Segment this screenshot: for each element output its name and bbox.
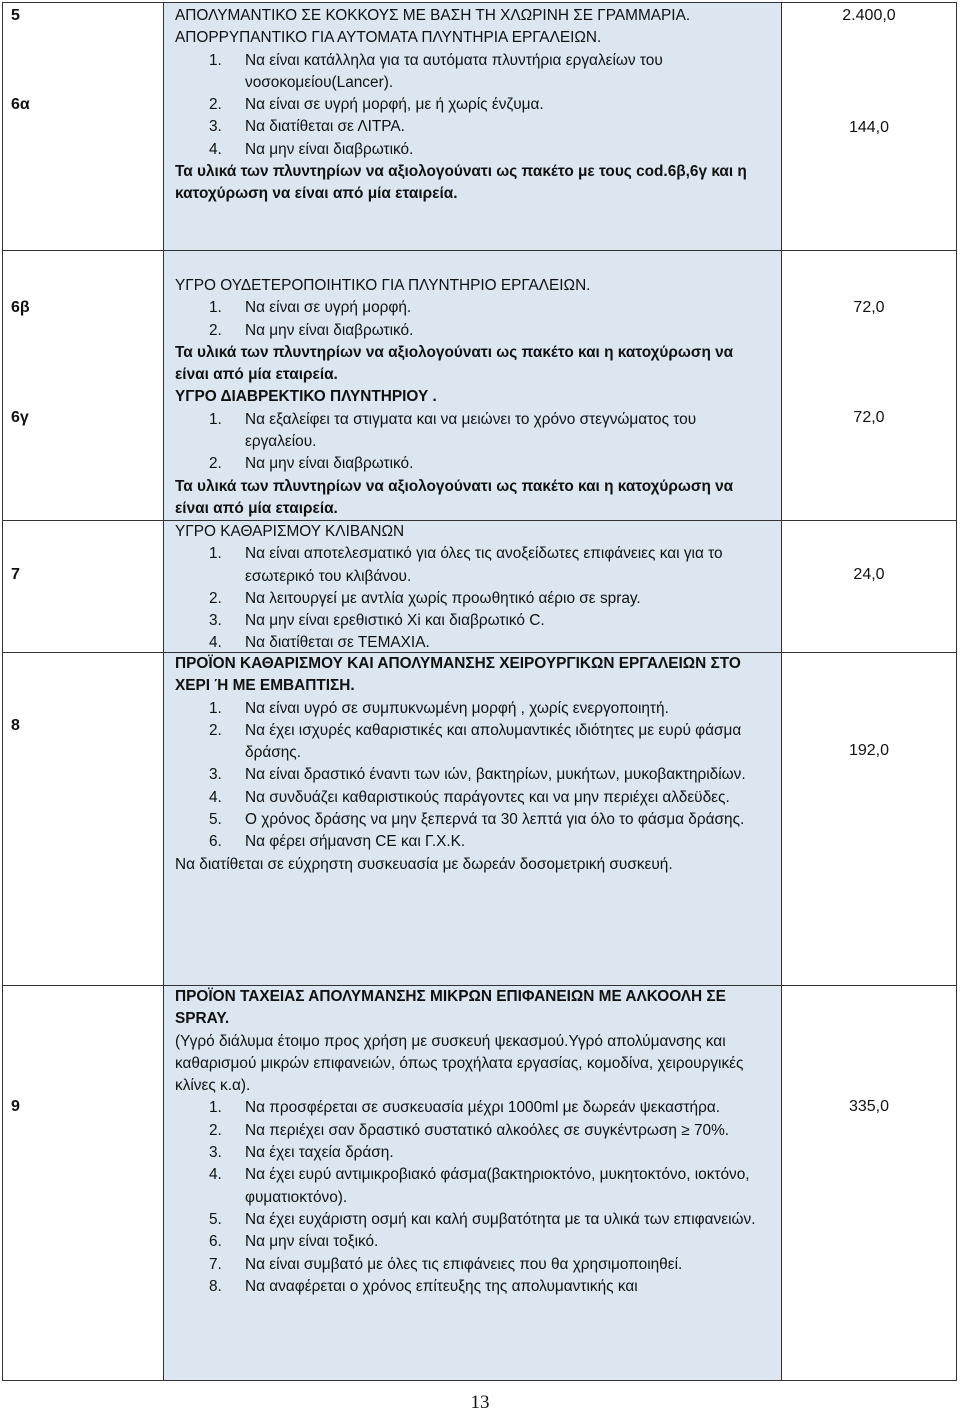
- item-price: 72,0: [853, 299, 885, 316]
- list-item: 4. Να διατίθεται σε ΤΕΜΑΧΙΑ.: [209, 634, 430, 652]
- list-item: 1. Να προσφέρεται σε συσκευασία μέχρι 1000ml με δωρεάν ψεκαστήρα.: [209, 1099, 721, 1117]
- list-item: 1. Να εξαλείφει τα στιγματα και να μειώνει το χρόνο στεγνώματος του εργαλείου.: [209, 410, 697, 451]
- item-price: 192,0: [848, 742, 890, 759]
- list-item: 8. Να αναφέρεται ο χρόνος επίτευξης της απολυμαντικής και: [209, 1277, 638, 1295]
- list-item: 4. Να έχει ευρύ αντιμικροβιακό φάσμα(βακτηριοκτόνο, μυκητοκτόνο, ιοκτόνο, φυματιοκτόνο).: [209, 1166, 750, 1206]
- list-item: 3. Να έχει ταχεία δράση.: [209, 1144, 394, 1162]
- page-number: 13: [470, 1392, 490, 1413]
- item-number: 8: [11, 717, 20, 734]
- list-item: 1. Να είναι υγρό σε συμπυκνωμένη μορφή , χωρίς ενεργοποιητή.: [209, 699, 669, 717]
- item-price: 72,0: [853, 409, 885, 426]
- list-item: 1. Να είναι σε υγρή μορφή.: [209, 299, 412, 317]
- item-title: ΑΠΟΡΡΥΠΑΝΤΙΚΟ ΓΙΑ ΑΥΤΟΜΑΤΑ ΠΛΥΝΤΗΡΙΑ ΕΡΓΑΛΕΙΩΝ.: [175, 29, 602, 47]
- list-item: 2. Να περιέχει σαν δραστικό συστατικό αλκοόλες σε συγκέντρωση ≥ 70%.: [209, 1121, 730, 1139]
- item-price: 2.400,0: [842, 7, 896, 24]
- list-item: 5. Να έχει ευχάριστη οσμή και καλή συμβατότητα με τα υλικά των επιφανειών.: [209, 1210, 756, 1228]
- item-number: 6α: [11, 96, 30, 113]
- product-table: [2, 2, 957, 1381]
- item-number: 6γ: [11, 409, 29, 426]
- list-item: 6. Να μην είναι τοξικό.: [209, 1233, 379, 1251]
- list-item: 1. Να είναι κατάλληλα για τα αυτόματα πλυντήρια εργαλείων του νοσοκομείου(Lancer).: [209, 51, 663, 91]
- list-item: 2. Να έχει ισχυρές καθαριστικές και απολυμαντικές ιδιότητες με ευρύ φάσμα δράσης.: [209, 721, 742, 762]
- list-item: 2. Να λειτουργεί με αντλία χωρίς προωθητικό αέριο σε spray.: [209, 589, 641, 607]
- list-item: 5. Ο χρόνος δράσης να μην ξεπερνά τα 30 λεπτά για όλο το φάσμα δράσης.: [209, 811, 745, 829]
- table-row: [3, 653, 956, 986]
- list-item: 3. Να διατίθεται σε ΛΙΤΡΑ.: [209, 118, 405, 136]
- item-description: [175, 521, 771, 655]
- table-row: [3, 3, 956, 251]
- item-description: [175, 653, 771, 876]
- list-item: 2. Να μην είναι διαβρωτικό.: [209, 321, 414, 339]
- item-note: Τα υλικά των πλυντηρίων να αξιολογούνατι ως πακέτο με τους cod.6β,6γ και η κατοχύρωση να είναι από μία εταιρεία.: [175, 163, 747, 203]
- item-title: ΥΓΡΟ ΔΙΑΒΡΕΚΤΙΚΟ ΠΛΥΝΤΗΡΙΟΥ .: [175, 388, 437, 406]
- item-title: ΠΡΟΪΟΝ ΤΑΧΕΙΑΣ ΑΠΟΛΥΜΑΝΣΗΣ ΜΙΚΡΩΝ ΕΠΙΦΑΝΕΙΩΝ ΜΕ ΑΛΚΟΟΛΗ ΣΕ SPRAY.: [175, 988, 726, 1028]
- table-row: [3, 251, 956, 521]
- item-price: 335,0: [848, 1098, 890, 1115]
- item-note: Τα υλικά των πλυντηρίων να αξιολογούνατι ως πακέτο και η κατοχύρωση να είναι από μία εταιρεία.: [175, 477, 734, 517]
- table-row: [3, 521, 956, 653]
- item-price: 24,0: [853, 566, 885, 583]
- item-title: ΑΠΟΛΥΜΑΝΤΙΚΟ ΣΕ ΚΟΚΚΟΥΣ ΜΕ ΒΑΣΗ ΤΗ ΧΛΩΡΙΝΗ ΣΕ ΓΡΑΜΜΑΡΙΑ.: [175, 7, 691, 24]
- list-item: 1. Να είναι αποτελεσματικό για όλες τις ανοξείδωτες επιφάνειες και για το εσωτερικό του κλιβάνου.: [209, 545, 723, 585]
- table-row: [3, 986, 956, 1380]
- item-note: Τα υλικά των πλυντηρίων να αξιολογούνατι ως πακέτο και η κατοχύρωση να είναι από μία εταιρεία.: [175, 343, 734, 384]
- item-description: [175, 986, 771, 1298]
- item-title: ΥΓΡΟ ΚΑΘΑΡΙΣΜΟΥ ΚΛΙΒΑΝΩΝ: [175, 523, 405, 540]
- item-note: Να διατίθεται σε εύχρηστη συσκευασία με δωρεάν δοσομετρική συσκευή.: [175, 855, 673, 873]
- item-number: 5: [11, 7, 20, 24]
- list-item: 4. Να συνδυάζει καθαριστικούς παράγοντες και να μην περιέχει αλδεϋδες.: [209, 788, 730, 806]
- item-description: [175, 5, 771, 206]
- list-item: 7. Να είναι συμβατό με όλες τις επιφάνειες που θα χρησιμοποιηθεί.: [209, 1255, 683, 1273]
- item-title: ΥΓΡΟ ΟΥΔΕΤΕΡΟΠΟΙΗΤΙΚΟ ΓΙΑ ΠΛΥΝΤΗΡΙΟ ΕΡΓΑΛΕΙΩΝ.: [175, 277, 591, 294]
- item-description: [175, 275, 771, 520]
- list-item: 2. Να μην είναι διαβρωτικό.: [209, 455, 414, 473]
- list-item: 3. Να είναι δραστικό έναντι των ιών, βακτηρίων, μυκήτων, μυκοβακτηριδίων.: [209, 766, 746, 784]
- item-title: ΠΡΟΪΟΝ ΚΑΘΑΡΙΣΜΟΥ ΚΑΙ ΑΠΟΛΥΜΑΝΣΗΣ ΧΕΙΡΟΥΡΓΙΚΩΝ ΕΡΓΑΛΕΙΩΝ ΣΤΟ ΧΕΡΙ Ή ΜΕ ΕΜΒΑΠΤΙΣΗ.: [175, 655, 741, 695]
- item-number: 7: [11, 566, 20, 583]
- item-number: 6β: [11, 299, 30, 316]
- list-item: 2. Να είναι σε υγρή μορφή, με ή χωρίς ένζυμα.: [209, 96, 544, 114]
- item-number: 9: [11, 1098, 20, 1115]
- list-item: 3. Να μην είναι ερεθιστικό Xi και διαβρωτικό C.: [209, 612, 545, 630]
- item-price: 144,0: [848, 119, 890, 136]
- list-item: 4. Να μην είναι διαβρωτικό.: [209, 140, 414, 158]
- list-item: 6. Να φέρει σήμανση CE και Γ.Χ.Κ.: [209, 833, 466, 851]
- item-intro: (Υγρό διάλυμα έτοιμο προς χρήση με συσκευή ψεκασμού.Υγρό απολύμανσης και καθαρισμού μικρών επιφανειών, όπως τροχήλατα εργασίας, κομοδίνα, χειρουργικές κλίνες κ.α).: [175, 1032, 744, 1095]
